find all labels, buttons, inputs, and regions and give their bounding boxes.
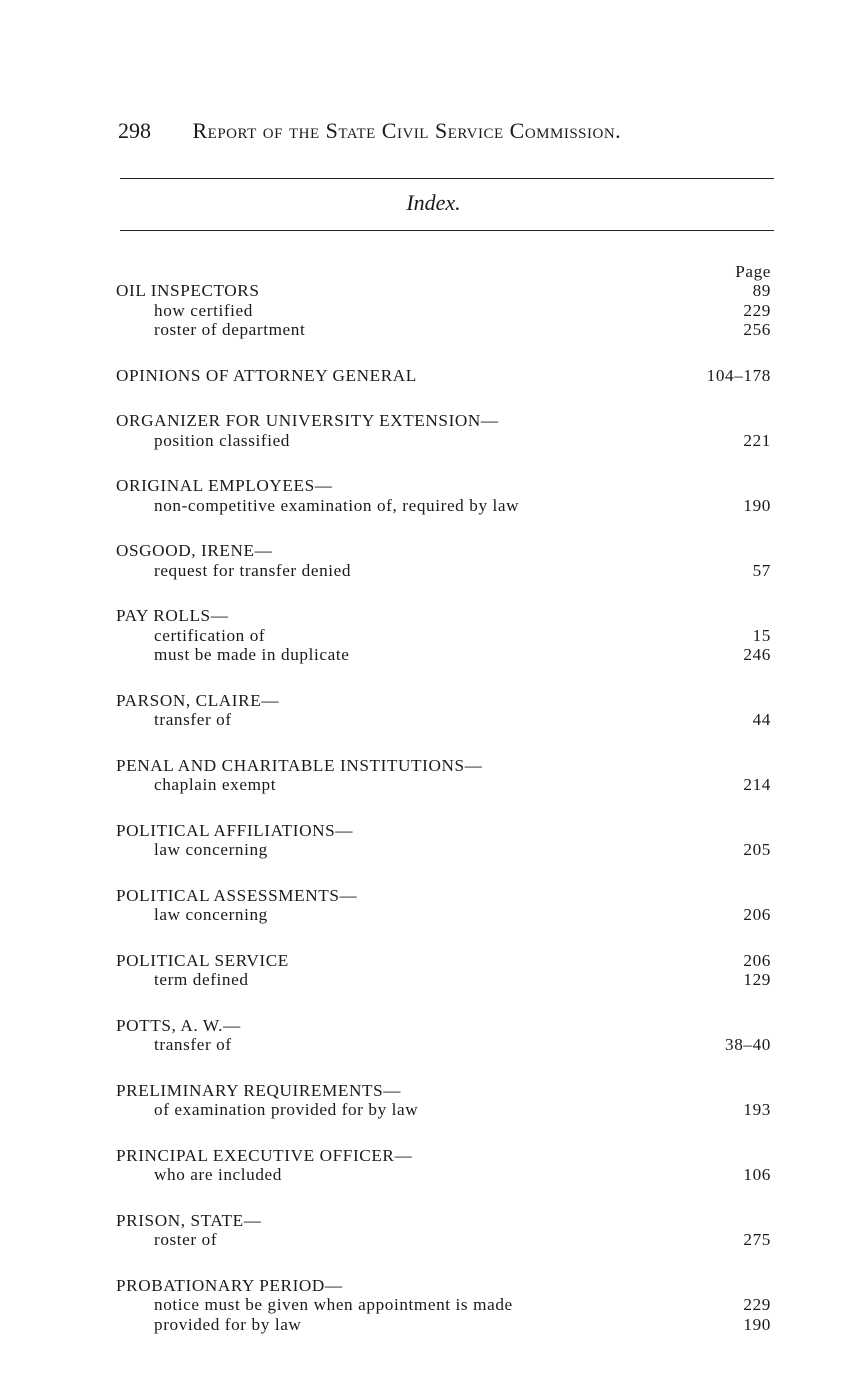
index-subentry: [116, 431, 773, 451]
heading-text: PROBATIONARY PERIOD—: [116, 1276, 349, 1295]
heading-text: PRINCIPAL EXECUTIVE OFFICER—: [116, 1146, 418, 1165]
index-subentry: [116, 1100, 773, 1120]
page-reference: 104–178: [701, 366, 771, 386]
index-entries: [116, 262, 773, 1360]
index-entry: [116, 1016, 773, 1055]
heading-text: OPINIONS OF ATTORNEY GENERAL: [116, 366, 423, 385]
index-heading: [116, 691, 773, 711]
index-heading: [116, 1081, 773, 1101]
heading-text: ORIGINAL EMPLOYEES—: [116, 476, 339, 495]
heading-text: PARSON, CLAIRE—: [116, 691, 285, 710]
index-subentry: [116, 775, 773, 795]
page-reference: 229: [737, 1295, 771, 1315]
heading-text: OIL INSPECTORS: [116, 281, 266, 300]
running-header: [118, 118, 778, 144]
page-reference: 275: [737, 1230, 771, 1250]
page-reference: 57: [747, 561, 771, 581]
subentry-text: must be made in duplicate: [116, 645, 355, 664]
heading-text: POTTS, A. W.—: [116, 1016, 247, 1035]
index-subentry: [116, 1165, 773, 1185]
index-entry: [116, 1081, 773, 1120]
heading-text: OSGOOD, IRENE—: [116, 541, 278, 560]
page-reference: 89: [747, 281, 771, 301]
index-subentry: [116, 301, 773, 321]
index-heading: [116, 886, 773, 906]
page-reference: 190: [737, 496, 771, 516]
page-reference: 15: [747, 626, 771, 646]
page-reference: 246: [737, 645, 771, 665]
heading-text: PAY ROLLS—: [116, 606, 235, 625]
index-entry: [116, 1211, 773, 1250]
subentry-text: roster of department: [116, 320, 311, 339]
subentry-text: term defined: [116, 970, 255, 989]
heading-text: ORGANIZER FOR UNIVERSITY EXTENSION—: [116, 411, 505, 430]
index-heading: [116, 281, 773, 301]
index-entry: [116, 756, 773, 795]
index-heading: [116, 541, 773, 561]
index-entry: [116, 1146, 773, 1185]
index-heading: [116, 756, 773, 776]
index-subentry: [116, 320, 773, 340]
index-subentry: [116, 970, 773, 990]
index-entry: [116, 541, 773, 580]
index-heading: [116, 476, 773, 496]
index-entry: [116, 281, 773, 340]
subentry-text: law concerning: [116, 840, 274, 859]
subentry-text: transfer of: [116, 1035, 238, 1054]
index-title: Index.: [406, 190, 461, 215]
index-entry: [116, 476, 773, 515]
report-title: Report of the State Civil Service Commission.: [192, 118, 622, 143]
subentry-text: how certified: [116, 301, 259, 320]
index-subentry: [116, 626, 773, 646]
subentry-text: provided for by law: [116, 1315, 307, 1334]
index-subentry: [116, 1035, 773, 1055]
index-subentry: [116, 905, 773, 925]
page-reference: 129: [737, 970, 771, 990]
page-reference: 229: [737, 301, 771, 321]
index-heading: [116, 411, 773, 431]
index-entry: [116, 691, 773, 730]
index-subentry: [116, 1230, 773, 1250]
index-heading: [116, 606, 773, 626]
subentry-text: request for transfer denied: [116, 561, 357, 580]
subentry-text: transfer of: [116, 710, 238, 729]
index-entry: [116, 951, 773, 990]
subentry-text: law concerning: [116, 905, 274, 924]
index-heading: [116, 821, 773, 841]
heading-text: PRELIMINARY REQUIREMENTS—: [116, 1081, 407, 1100]
page-reference: 256: [737, 320, 771, 340]
index-entry: [116, 1276, 773, 1335]
page-reference: 205: [737, 840, 771, 860]
subentry-text: of examination provided for by law: [116, 1100, 424, 1119]
index-heading: [116, 951, 773, 971]
index-subentry: [116, 1295, 773, 1315]
subentry-text: position classified: [116, 431, 296, 450]
index-heading: [116, 1146, 773, 1166]
index-entry: [116, 411, 773, 450]
heading-text: POLITICAL SERVICE: [116, 951, 295, 970]
page-reference: 206: [737, 951, 771, 971]
top-rule: [120, 178, 774, 179]
page-reference: 193: [737, 1100, 771, 1120]
page-reference: 206: [737, 905, 771, 925]
page-reference: 190: [737, 1315, 771, 1335]
page-reference: 214: [737, 775, 771, 795]
subentry-text: who are included: [116, 1165, 288, 1184]
index-entry: [116, 366, 773, 386]
page-column-label: Page: [735, 262, 771, 281]
page-reference: 221: [737, 431, 771, 451]
subentry-text: notice must be given when appointment is made: [116, 1295, 519, 1314]
heading-text: POLITICAL AFFILIATIONS—: [116, 821, 359, 840]
heading-text: POLITICAL ASSESSMENTS—: [116, 886, 363, 905]
page-reference: 106: [737, 1165, 771, 1185]
index-heading: [116, 1211, 773, 1231]
index-entry: [116, 886, 773, 925]
subentry-text: roster of: [116, 1230, 223, 1249]
index-subentry: [116, 710, 773, 730]
index-heading: [116, 366, 773, 386]
subentry-text: certification of: [116, 626, 271, 645]
index-heading: [116, 1276, 773, 1296]
index-subentry: [116, 840, 773, 860]
subentry-text: non-competitive examination of, required by law: [116, 496, 525, 515]
index-entry: [116, 821, 773, 860]
bottom-rule: [120, 230, 774, 231]
page-number: 298: [118, 118, 151, 143]
index-heading: [116, 1016, 773, 1036]
index-subentry: [116, 1315, 773, 1335]
page-reference: 38–40: [719, 1035, 771, 1055]
index-subentry: [116, 645, 773, 665]
index-entry: [116, 606, 773, 665]
index-subentry: [116, 496, 773, 516]
subentry-text: chaplain exempt: [116, 775, 282, 794]
page-reference: 44: [747, 710, 771, 730]
index-subentry: [116, 561, 773, 581]
heading-text: PRISON, STATE—: [116, 1211, 268, 1230]
heading-text: PENAL AND CHARITABLE INSTITUTIONS—: [116, 756, 488, 775]
